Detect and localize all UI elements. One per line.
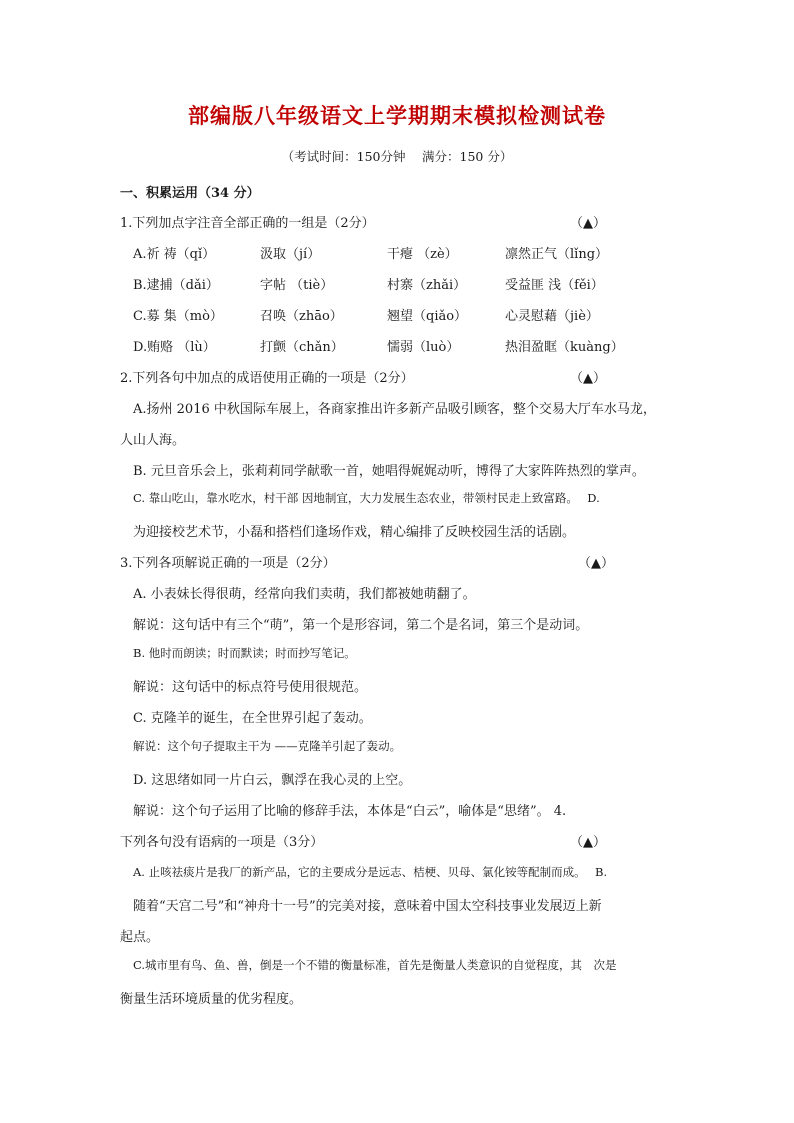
question-2-answer-mark: （▲） bbox=[570, 371, 606, 386]
question-3-stem: 3.下列各项解说正确的一项是（2分） bbox=[120, 556, 336, 571]
question-2-stem: 2.下列各句中加点的成语使用正确的一项是（2分） bbox=[120, 371, 414, 386]
q1-option-d-3: 懦弱（luò） bbox=[387, 340, 460, 355]
q3-option-a-note: 解说：这句话中有三个“萌”，第一个是形容词，第二个是名词，第三个是动词。 bbox=[133, 618, 589, 633]
q3-option-c: C. 克隆羊的诞生，在全世界引起了轰动。 bbox=[133, 711, 372, 726]
question-3-answer-mark: （▲） bbox=[578, 556, 614, 571]
q3-option-a: A. 小表妹长得很萌，经常向我们卖萌，我们都被她萌翻了。 bbox=[133, 587, 476, 602]
q1-option-b-4: 受益匪 浅（fěi） bbox=[505, 278, 604, 293]
q4-option-a: A. 止咳祛痰片是我厂的新产品，它的主要成分是远志、桔梗、贝母、氯化铵等配制而成。 B. bbox=[133, 865, 608, 879]
q1-option-a-3: 干瘪 （zè） bbox=[387, 247, 458, 262]
q3-option-d: D. 这思绪如同一片白云，飘浮在我心灵的上空。 bbox=[133, 773, 412, 788]
q1-option-c-2: 召唤（zhāo） bbox=[260, 309, 343, 324]
q1-option-a-1: A.祈 祷（qǐ） bbox=[133, 247, 216, 262]
section-heading: 一、积累运用（34 分） bbox=[120, 186, 260, 201]
q3-option-c-note: 解说：这个句子提取主干为 ——克隆羊引起了轰动。 bbox=[133, 739, 402, 753]
q3-option-b: B. 他时而朗读；时而默读；时而抄写笔记。 bbox=[133, 646, 356, 660]
q1-option-a-4: 凛然正气（lǐng） bbox=[505, 247, 609, 262]
q4-option-b-cont: 起点。 bbox=[120, 930, 160, 945]
question-4-stem: 下列各句没有语病的一项是（3分） bbox=[120, 835, 324, 850]
question-4-answer-mark: （▲） bbox=[570, 835, 606, 850]
exam-info: （考试时间：150分钟 满分：150 分） bbox=[281, 149, 513, 164]
q3-option-b-note: 解说：这句话中的标点符号使用很规范。 bbox=[133, 680, 368, 695]
q2-option-a-cont: 人山人海。 bbox=[120, 433, 186, 448]
question-1-stem: 1.下列加点字注音全部正确的一组是（2分） bbox=[120, 216, 375, 231]
q1-option-c-4: 心灵慰藉（jiè） bbox=[505, 309, 599, 324]
page-title: 部编版八年级语文上学期期末模拟检测试卷 bbox=[188, 103, 606, 128]
q3-option-d-note: 解说：这个句子运用了比喻的修辞手法，本体是“白云”，喻体是“思绪”。 4. bbox=[133, 804, 567, 819]
q1-option-b-1: B.逮捕（dǎi） bbox=[133, 278, 219, 293]
q4-option-c: C.城市里有鸟、鱼、兽，倒是一个不错的衡量标准，首先是衡量人类意识的自觉程度，其 次是 bbox=[133, 958, 617, 972]
q1-option-c-1: C.募 集（mò） bbox=[133, 309, 223, 324]
q1-option-d-2: 打颤（chǎn） bbox=[260, 340, 344, 355]
q1-option-c-3: 翘望（qiǎo） bbox=[387, 309, 468, 324]
q4-option-b: 随着“天宫二号”和“神舟十一号”的完美对接，意味着中国太空科技事业发展迈上新 bbox=[133, 899, 602, 914]
q1-option-a-2: 汲取（jí） bbox=[260, 247, 321, 262]
question-1-answer-mark: （▲） bbox=[570, 216, 606, 231]
q4-option-c-cont: 衡量生活环境质量的优劣程度。 bbox=[120, 992, 303, 1007]
q1-option-b-3: 村寨（zhǎi） bbox=[387, 278, 467, 293]
q2-option-c: C. 靠山吃山，靠水吃水，村干部 因地制宜，大力发展生态农业，带领村民走上致富路。 D. bbox=[133, 491, 600, 505]
q2-option-d: 为迎接校艺术节，小磊和搭档们逢场作戏，精心编排了反映校园生活的话剧。 bbox=[133, 525, 576, 540]
q1-option-d-1: D.贿赂 （lù） bbox=[133, 340, 216, 355]
q2-option-a: A.扬州 2016 中秋国际车展上，各商家推出许多新产品吸引顾客，整个交易大厅车水马龙， bbox=[133, 402, 656, 417]
q1-option-b-2: 字帖 （tiè） bbox=[260, 278, 334, 293]
q1-option-d-4: 热泪盈眶（kuàng） bbox=[505, 340, 624, 355]
q2-option-b: B. 元旦音乐会上，张莉莉同学献歌一首，她唱得娓娓动听，博得了大家阵阵热烈的掌声。 bbox=[133, 464, 645, 479]
